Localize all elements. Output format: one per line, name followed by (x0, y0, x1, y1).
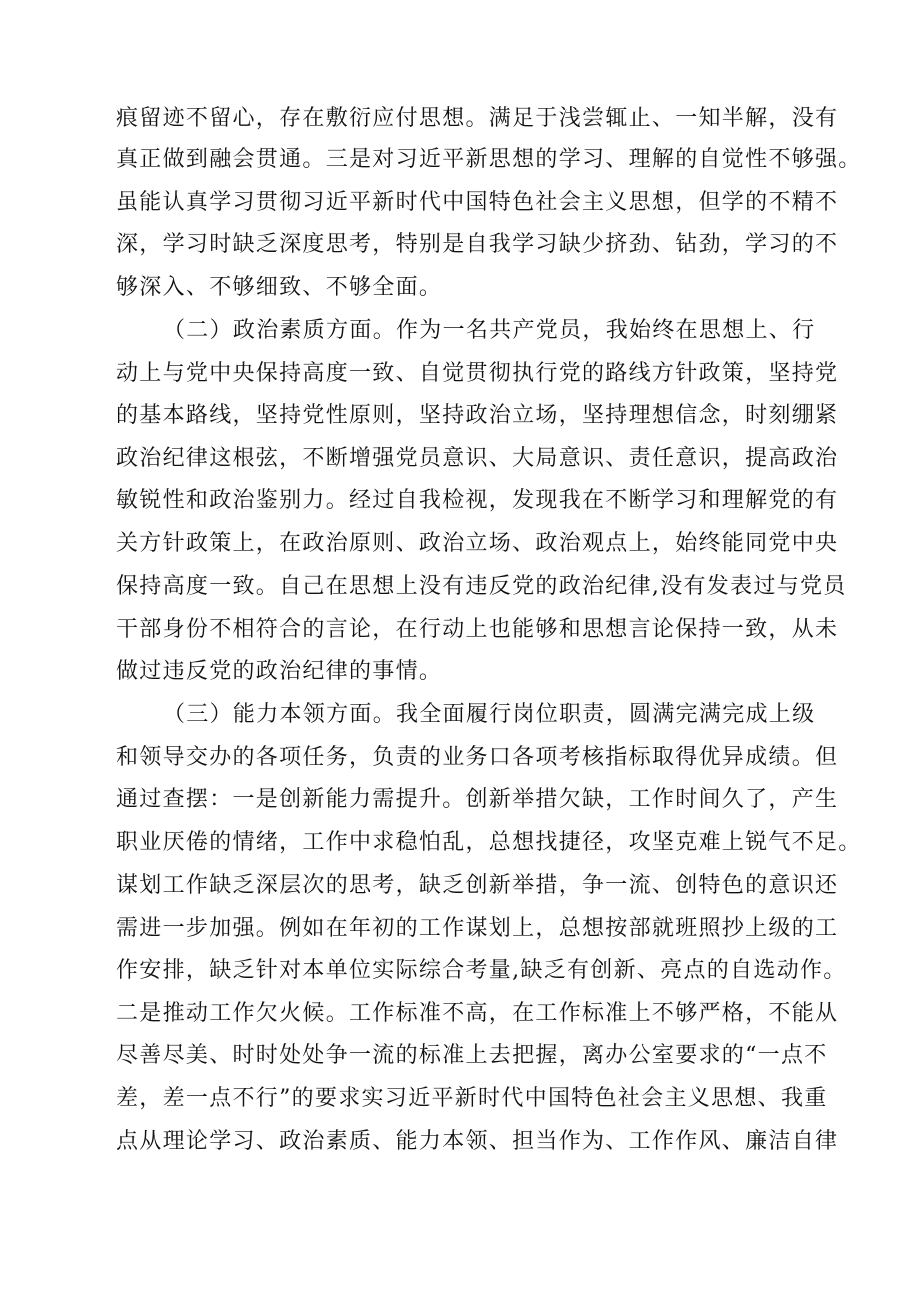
text-line: 做过违反党的政治纪律的事情。 (116, 659, 443, 684)
text-line: 通过查摆：一是创新能力需提升。创新举措欠缺，工作时间久了，产生 (116, 787, 839, 812)
text-line: 虽能认真学习贯彻习近平新时代中国特色社会主义思想，但学的不精不 (116, 190, 839, 215)
text-line: 关方针政策上，在政治原则、政治立场、政治观点上，始终能同党中央 (116, 531, 839, 556)
paragraph-heading-political: （二）政治素质方面。作为一名共产党员，我始终在思想上、行 (163, 318, 816, 343)
text-line: 谋划工作缺乏深层次的思考，缺乏创新举措，争一流、创特色的意识还 (116, 873, 839, 898)
text-line: 需进一步加强。例如在年初的工作谋划上，总想按部就班照抄上级的工 (116, 916, 839, 941)
text-line: 职业厌倦的情绪，工作中求稳怕乱，总想找捷径，攻坚克难上锐气不足。 (116, 830, 862, 855)
text-line: 点从理论学习、政治素质、能力本领、担当作为、工作作风、廉洁自律 (116, 1129, 839, 1154)
text-line: 尽善尽美、时时处处争一流的标准上去把握，离办公室要求的“一点不 (116, 1043, 828, 1068)
text-line: 的基本路线，坚持党性原则，坚持政治立场，坚持理想信念，时刻绷紧 (116, 403, 839, 428)
text-line: 和领导交办的各项任务，负责的业务口各项考核指标取得优异成绩。但 (116, 745, 839, 770)
text-line: 二是推动工作欠火候。工作标准不高，在工作标准上不够严格，不能从 (116, 1001, 839, 1026)
text-line: 够深入、不够细致、不够全面。 (116, 275, 443, 300)
text-line: 保持高度一致。自己在思想上没有违反党的政治纪律,没有发表过与党员 (116, 574, 847, 599)
text-line: 痕留迹不留心，存在敷衍应付思想。满足于浅尝辄止、一知半解，没有 (116, 106, 839, 131)
text-line: 政治纪律这根弦，不断增强党员意识、大局意识、责任意识，提高政治 (116, 446, 839, 471)
text-line: 动上与党中央保持高度一致、自觉贯彻执行党的路线方针政策，坚持党 (116, 361, 839, 386)
text-line: 深，学习时缺乏深度思考，特别是自我学习缺少挤劲、钻劲，学习的不 (116, 232, 839, 257)
text-line: 敏锐性和政治鉴别力。经过自我检视，发现我在不断学习和理解党的有 (116, 488, 839, 513)
text-line: 干部身份不相符合的言论，在行动上也能够和思想言论保持一致，从未 (116, 617, 839, 642)
text-line: 差，差一点不行”的要求实习近平新时代中国特色社会主义思想、我重 (116, 1086, 828, 1111)
text-line: 真正做到融会贯通。三是对习近平新思想的学习、理解的自觉性不够强。 (116, 147, 862, 172)
paragraph-heading-ability: （三）能力本领方面。我全面履行岗位职责，圆满完满完成上级 (163, 702, 816, 727)
text-line: 作安排，缺乏针对本单位实际综合考量,缺乏有创新、亮点的自选动作。 (116, 958, 847, 983)
